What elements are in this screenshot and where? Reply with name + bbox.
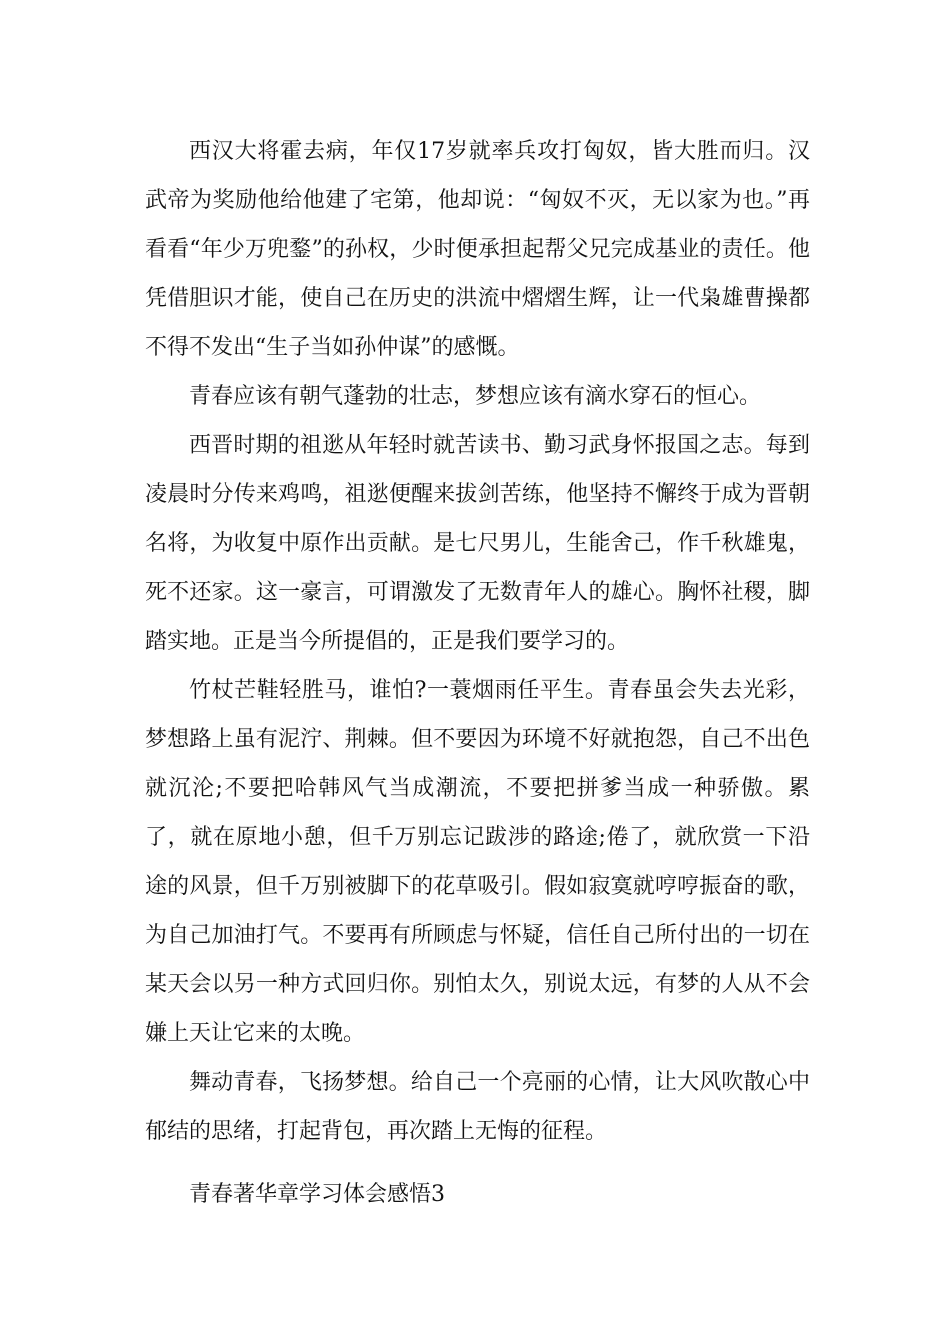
paragraph-dance-youth: 舞动青春，飞扬梦想。给自己一个亮丽的心情，让大风吹散心中郁结的思绪，打起背包，再次踏上无悔的征程。 — [145, 1070, 810, 1144]
paragraph-zu-ti: 西晋时期的祖逖从年轻时就苦读书、勤习武身怀报国之志。每到凌晨时分传来鸡鸣，祖逖便醒来拔剑苦练，他坚持不懈终于成为晋朝名将，为收复中原作出贡献。是七尺男儿，生能舍己，作千秋雄鬼，死不还家。这一豪言，可谓激发了无数青年人的雄心。胸怀社稷，脚踏实地。正是当今所提倡的，正是我们要学习的。 — [145, 433, 810, 654]
paragraph-youth-ambition: 青春应该有朝气蓬勃的壮志，梦想应该有滴水穿石的恒心。 — [189, 384, 762, 409]
paragraph-huo-qubing: 西汉大将霍去病，年仅17岁就率兵攻打匈奴，皆大胜而归。汉武帝为奖励他给他建了宅第，他却说：“匈奴不灭，无以家为也。”再看看“年少万兜鍪”的孙权，少时便承担起帮父兄完成基业的责任。他凭借胆识才能，使自己在历史的洪流中熠熠生辉，让一代枭雄曹操都不得不发出“生子当如孙仲谋”的感慨。 — [145, 139, 810, 360]
section-heading: 青春著华章学习体会感悟3 — [189, 1182, 445, 1207]
paragraph-bamboo-staff: 竹杖芒鞋轻胜马，谁怕?一蓑烟雨任平生。青春虽会失去光彩，梦想路上虽有泥泞、荆棘。但不要因为环境不好就抱怨，自己不出色就沉沦;不要把哈韩风气当成潮流，不要把拼爹当成一种骄傲。累了，就在原地小憩，但千万别忘记跋涉的路途;倦了，就欣赏一下沿途的风景，但千万别被脚下的花草吸引。假如寂寞就哼哼振奋的歌，为自己加油打气。不要再有所顾虑与怀疑，信任自己所付出的一切在某天会以另一种方式回归你。别怕太久，别说太远，有梦的人从不会嫌上天让它来的太晚。 — [145, 678, 810, 1046]
